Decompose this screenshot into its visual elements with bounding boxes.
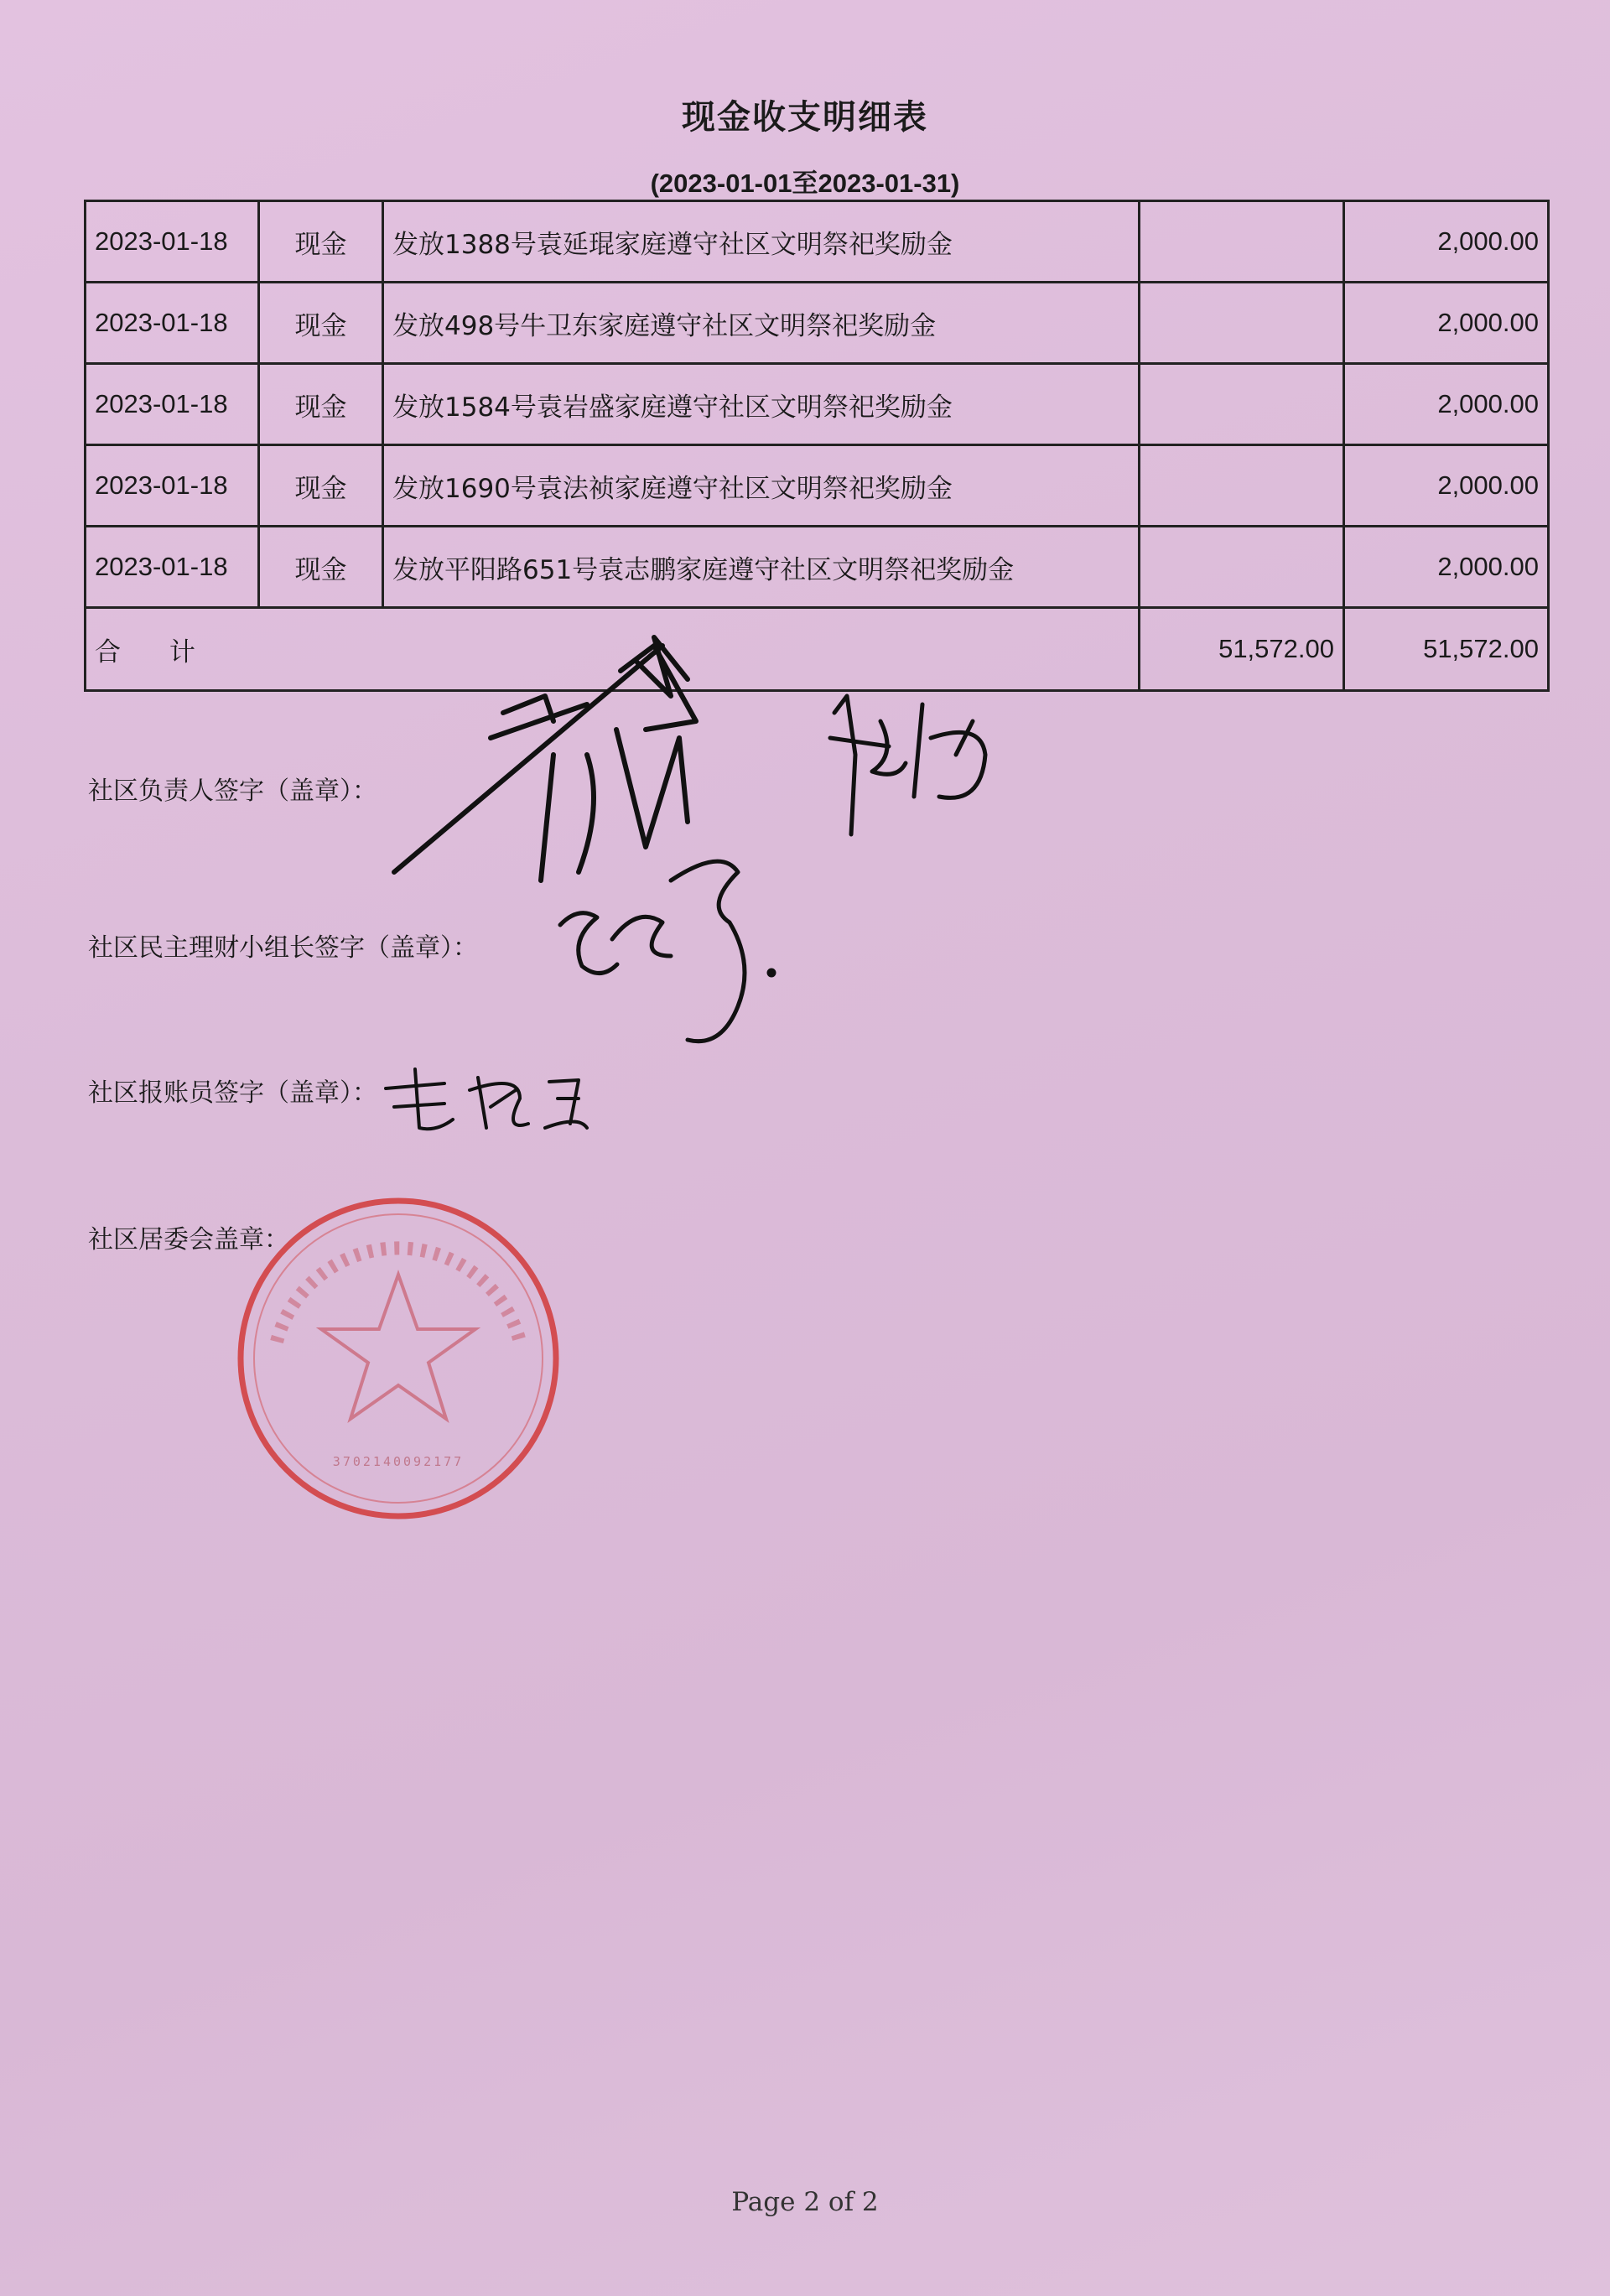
row-expense: 2,000.00	[1344, 283, 1549, 364]
row-type: 现金	[259, 283, 383, 364]
leader-signature-label: 社区负责人签字（盖章）：	[88, 777, 377, 806]
row-description: 发放1690号袁法祯家庭遵守社区文明祭祀奖励金	[383, 445, 1140, 527]
accountant-signature	[386, 1069, 587, 1129]
leader-signature	[394, 637, 696, 880]
second-signature	[830, 696, 985, 834]
community-seal-stamp	[241, 1201, 556, 1516]
accountant-signature-label: 社区报账员签字（盖章）：	[88, 1078, 377, 1108]
row-expense: 2,000.00	[1344, 201, 1549, 283]
finance-group-signature-label: 社区民主理财小组长签字（盖章）：	[88, 933, 478, 963]
row-expense: 2,000.00	[1344, 445, 1549, 527]
document-title: 现金收支明细表	[682, 98, 928, 137]
seal-star-icon	[321, 1275, 475, 1419]
row-type: 现金	[259, 527, 383, 608]
row-description: 发放1584号袁岩盛家庭遵守社区文明祭祀奖励金	[383, 364, 1140, 445]
row-type: 现金	[259, 445, 383, 527]
total-income: 51,572.00	[1140, 608, 1344, 691]
total-label: 合 计	[86, 608, 1140, 691]
seal-number: 3702140092177	[332, 1454, 465, 1469]
row-expense: 2,000.00	[1344, 527, 1549, 608]
row-date: 2023-01-18	[86, 283, 259, 364]
committee-seal-label: 社区居委会盖章：	[88, 1225, 289, 1254]
row-expense: 2,000.00	[1344, 364, 1549, 445]
row-description: 发放1388号袁延琨家庭遵守社区文明祭祀奖励金	[383, 201, 1140, 283]
total-expense: 51,572.00	[1344, 608, 1549, 691]
finance-group-signature	[560, 861, 774, 1042]
page-number: Page 2 of 2	[731, 2187, 879, 2217]
row-description: 发放498号牛卫东家庭遵守社区文明祭祀奖励金	[383, 283, 1140, 364]
row-description: 发放平阳路651号袁志鹏家庭遵守社区文明祭祀奖励金	[383, 527, 1140, 608]
row-date: 2023-01-18	[86, 201, 259, 283]
row-type: 现金	[259, 364, 383, 445]
row-date: 2023-01-18	[86, 527, 259, 608]
row-date: 2023-01-18	[86, 445, 259, 527]
document-period: (2023-01-01至2023-01-31)	[650, 169, 960, 198]
row-type: 现金	[259, 201, 383, 283]
row-date: 2023-01-18	[86, 364, 259, 445]
